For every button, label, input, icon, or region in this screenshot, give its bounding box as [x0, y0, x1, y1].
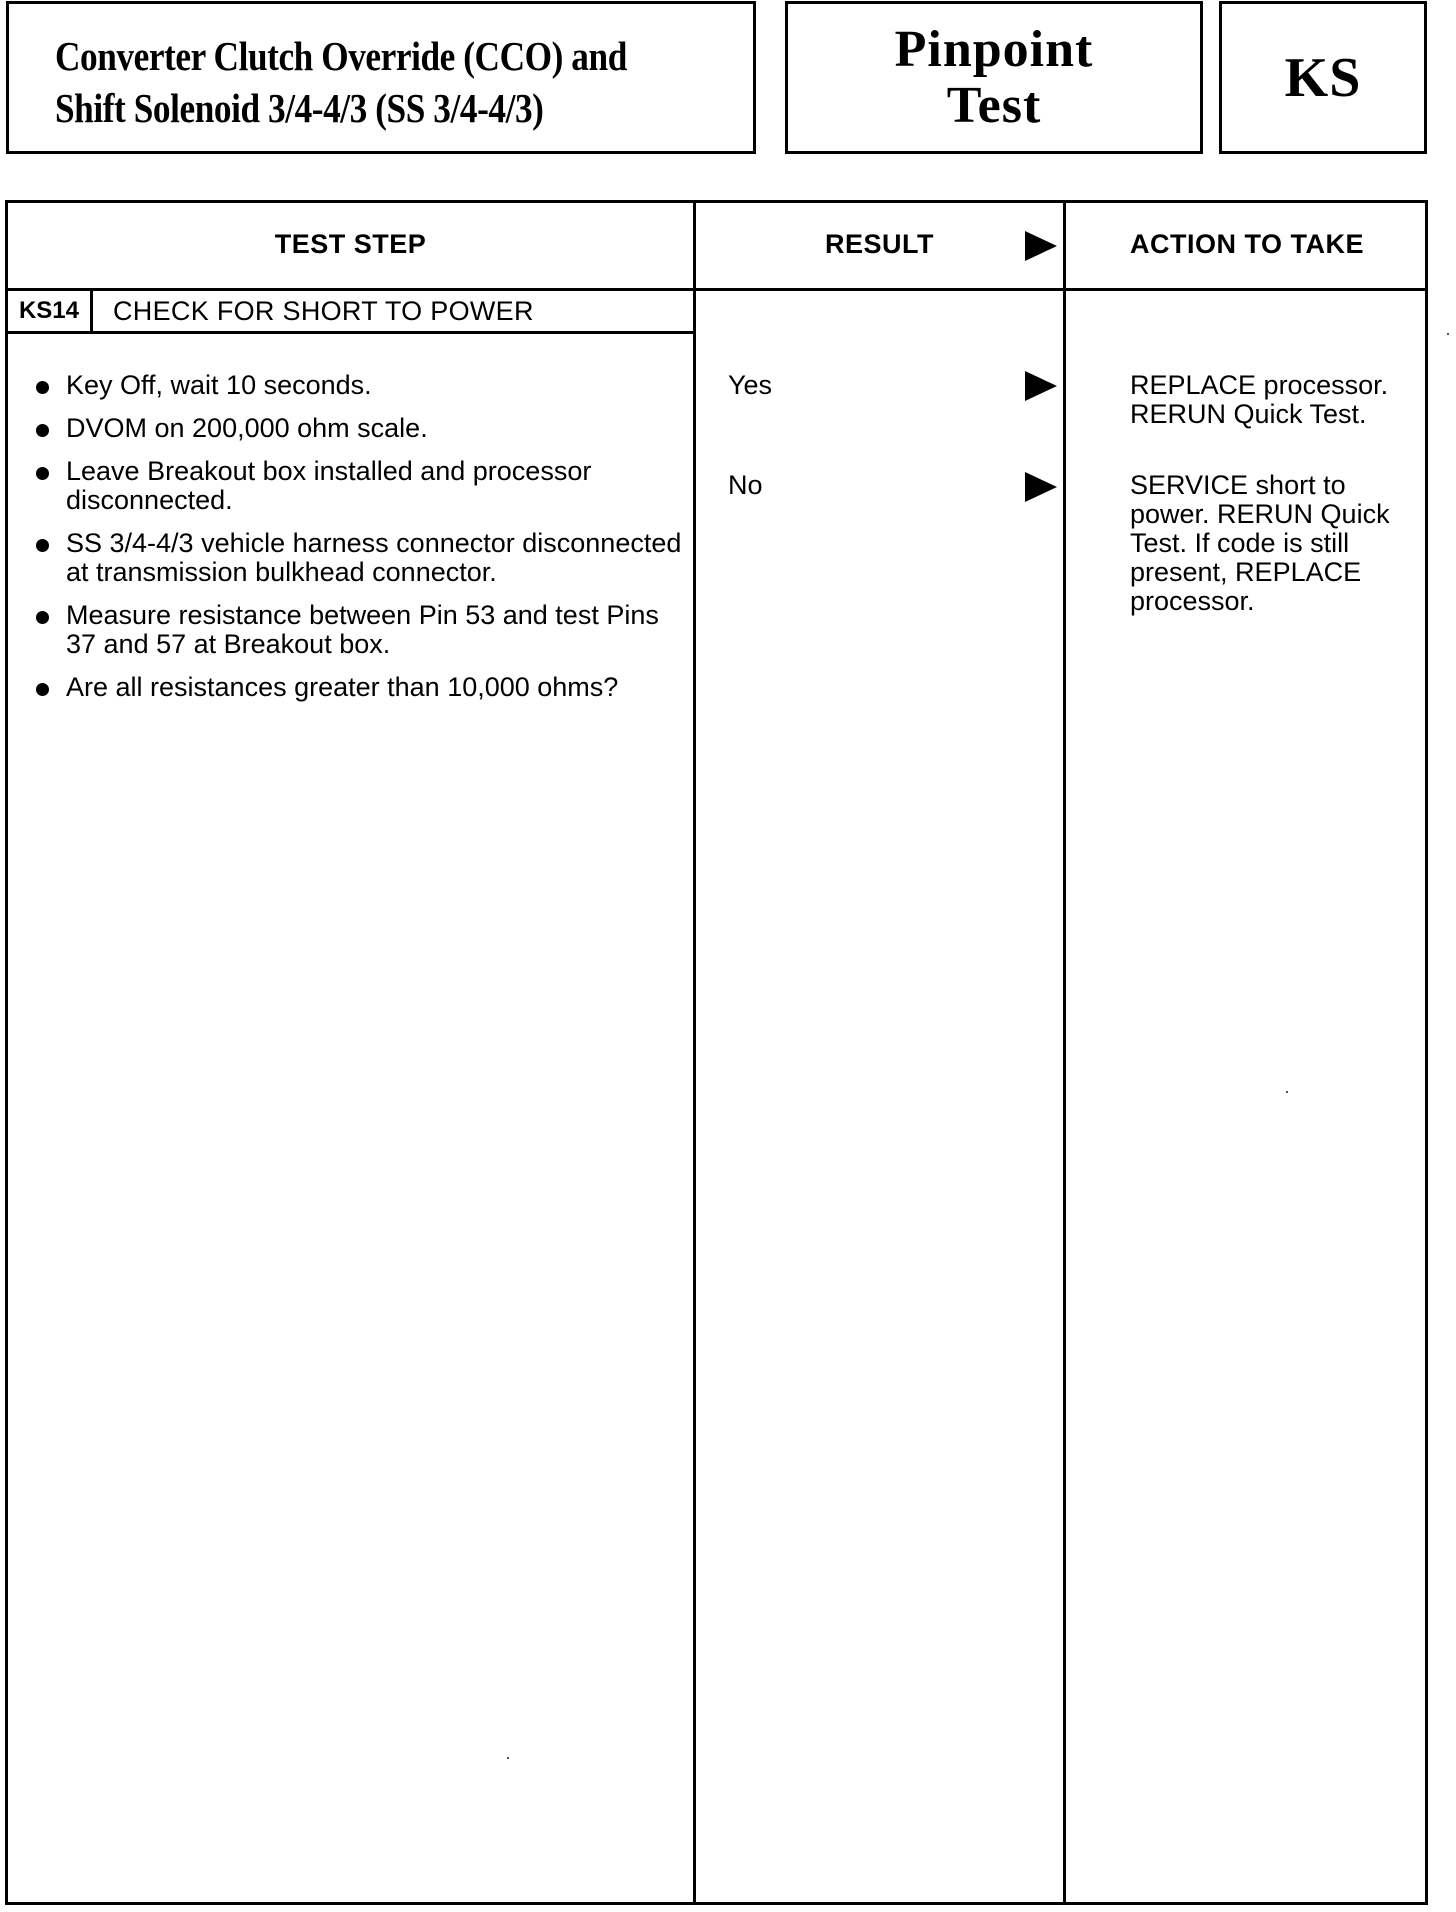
action-yes — [1130, 371, 1420, 429]
title-line-1: Converter Clutch Override (CCO) and — [55, 33, 627, 79]
column-header-test-step: TEST STEP — [274, 229, 427, 259]
list-item: Leave Breakout box installed and processor disconnected. — [33, 457, 683, 515]
column-header-action: ACTION TO TAKE — [1130, 229, 1364, 259]
list-item: Are all resistances greater than 10,000 ohms? — [33, 673, 683, 702]
column-divider — [1063, 203, 1066, 1902]
arrow-right-icon — [1025, 231, 1057, 261]
step-id: KS14 — [8, 291, 93, 331]
arrow-right-icon — [1025, 472, 1057, 502]
result-no: No — [728, 470, 763, 500]
arrow-right-icon — [1025, 371, 1057, 401]
scan-speck — [1286, 1091, 1288, 1093]
list-item: DVOM on 200,000 ohm scale. — [33, 414, 683, 443]
scan-speck — [1447, 333, 1449, 335]
list-item: Key Off, wait 10 seconds. — [33, 371, 683, 400]
step-title: CHECK FOR SHORT TO POWER — [113, 296, 534, 326]
pinpoint-label: Pinpoint — [894, 20, 1094, 78]
action-no: SERVICE short to power. RERUN Quick Test. If code is still present, REPLACE processor. — [1130, 470, 1390, 616]
step-label-row — [8, 291, 693, 334]
test-step-list — [33, 371, 683, 716]
list-item: Measure resistance between Pin 53 and test Pins 37 and 57 at Breakout box. — [33, 601, 683, 659]
pinpoint-table — [5, 200, 1428, 1905]
test-code: KS — [1284, 46, 1362, 109]
test-code-box — [1219, 1, 1427, 154]
action-yes-line-1: REPLACE processor. — [1130, 370, 1389, 400]
test-label: Test — [946, 76, 1042, 134]
title-box — [6, 1, 756, 154]
action-yes-line-2: RERUN Quick Test. — [1130, 399, 1367, 429]
pinpoint-test-box — [785, 1, 1203, 154]
scan-speck — [507, 1757, 509, 1759]
column-header-result: RESULT — [825, 229, 934, 259]
title-line-2: Shift Solenoid 3/4-4/3 (SS 3/4-4/3) — [55, 85, 544, 131]
result-yes: Yes — [728, 370, 773, 400]
page-title — [55, 30, 655, 134]
list-item: SS 3/4-4/3 vehicle harness connector disconnected at transmission bulkhead connector. — [33, 529, 683, 587]
column-divider — [693, 203, 696, 1902]
